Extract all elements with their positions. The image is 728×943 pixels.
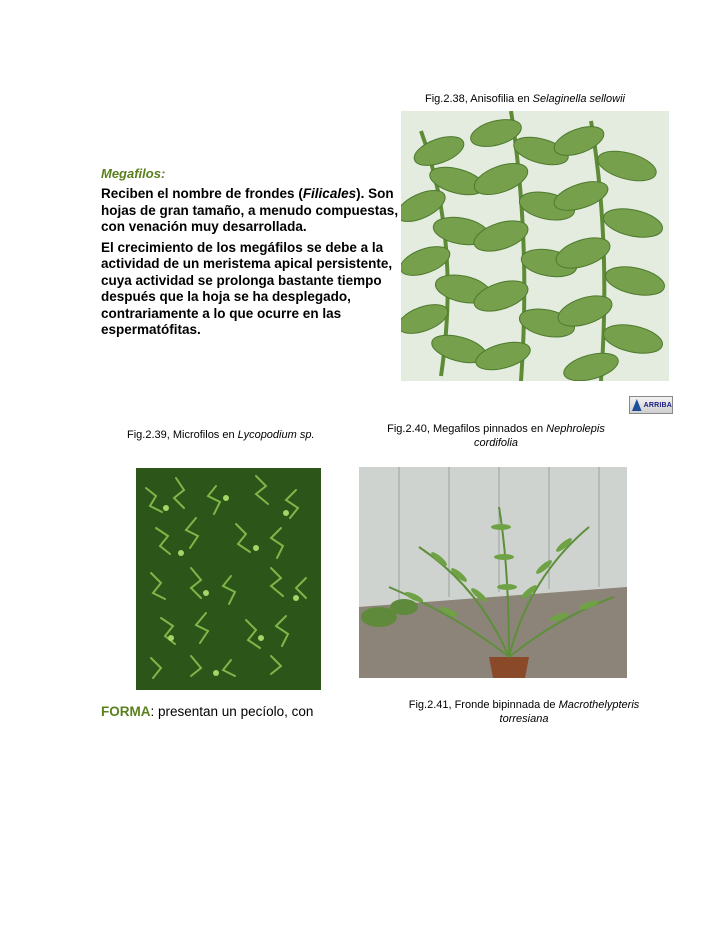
nephrolepis-photo xyxy=(359,467,627,678)
lycopodium-moss-illustration xyxy=(136,468,321,690)
figure-caption-2-41: Fig.2.41, Fronde bipinnada de Macrothelypteris torresiana xyxy=(408,699,640,725)
forma-line: FORMA: presentan un pecíolo, con xyxy=(101,704,314,719)
arriba-button[interactable] xyxy=(629,396,673,414)
selaginella-leaves-illustration xyxy=(401,111,669,381)
selaginella-photo xyxy=(401,111,669,381)
arriba-label: ARRIBA xyxy=(643,401,672,409)
megafilos-paragraph-2: El crecimiento de los megáfilos se debe a la actividad de un meristema apical persistente, cuya actividad se prolonga bastante tiempo después que la hoja se ha desplegado, contrariamente a lo que ocurre en las espermatófitas. xyxy=(101,239,393,337)
figure-caption-2-40: Fig.2.40, Megafilos pinnados en Nephrolepis cordifolia xyxy=(387,423,605,449)
megafilos-paragraph-1: Reciben el nombre de frondes (Filicales). Son hojas de gran tamaño, a menudo compuestas, con venación muy desarrollada. xyxy=(101,186,399,234)
megafilos-heading: Megafilos: xyxy=(101,166,166,181)
figure-caption-2-39: Fig.2.39, Microfilos en Lycopodium sp. xyxy=(127,429,315,441)
figure-caption-2-38: Fig.2.38, Anisofilia en Selaginella sellowii xyxy=(425,93,625,105)
forma-label: FORMA xyxy=(101,704,151,719)
up-arrow-icon xyxy=(632,399,642,411)
megafilos-description xyxy=(101,186,401,343)
nephrolepis-greenhouse-illustration xyxy=(359,467,627,678)
lycopodium-photo xyxy=(136,468,321,690)
